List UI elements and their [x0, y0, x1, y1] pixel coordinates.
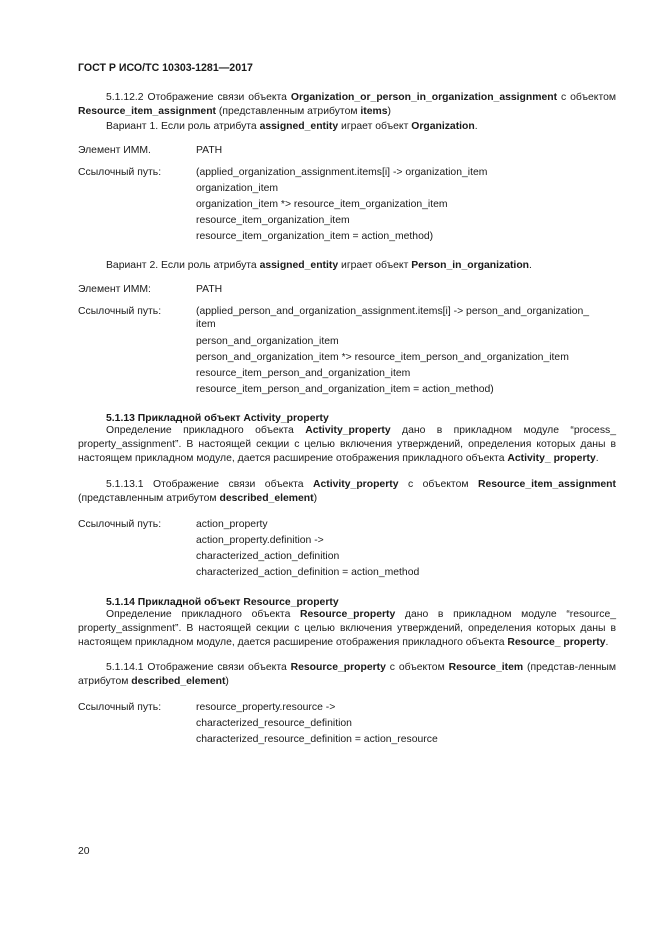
- page-number: 20: [78, 846, 90, 857]
- paragraph-5-1-13: Определение прикладного объекта Activity_property дано в прикладном модуле “process_ property_assignment”. В настоящей секции с целью включения утверждений, определения которых даны в настоящем прикладном модуле, дается расширение отображения прикладного объекта Activity_ property.: [78, 425, 617, 465]
- element-imm-value: PATH: [196, 145, 223, 156]
- path-line: action_property.definition ->: [196, 535, 324, 546]
- path-line: characterized_resource_definition = action_resource: [196, 734, 438, 745]
- path-line: action_property: [196, 519, 268, 530]
- ref-path-label: Ссылочный путь:: [78, 306, 162, 317]
- ref-path-label: Ссылочный путь:: [78, 167, 162, 178]
- path-line: resource_item_organization_item: [196, 215, 350, 226]
- path-line: (applied_person_and_organization_assignment.items[i] -> person_and_organization_: [196, 306, 590, 317]
- path-line: resource_property.resource ->: [196, 702, 336, 713]
- paragraph-5-1-14-1: 5.1.14.1 Отображение связи объекта Resource_property с объектом Resource_item (представ-ленным атрибутом described_element): [78, 662, 616, 688]
- ref-path-label: Ссылочный путь:: [78, 702, 162, 713]
- section-heading-5-1-13: 5.1.13 Прикладной объект Activity_property: [106, 413, 329, 424]
- paragraph-5-1-12-2: 5.1.12.2 Отображение связи объекта Organization_or_person_in_organization_assignment с объектом Resource_item_assignment (представленным атрибутом items): [78, 92, 617, 118]
- path-line: item: [196, 319, 216, 330]
- path-line: characterized_action_definition = action_method: [196, 567, 420, 578]
- element-imm-label: Элемент ИММ:: [78, 284, 151, 295]
- path-line: characterized_action_definition: [196, 551, 340, 562]
- element-imm-label: Элемент ИММ.: [78, 145, 151, 156]
- variant-2-text: Вариант 2. Если роль атрибута assigned_entity играет объект Person_in_organization.: [106, 260, 532, 271]
- path-line: resource_item_person_and_organization_item: [196, 368, 411, 379]
- paragraph-5-1-14: Определение прикладного объекта Resource_property дано в прикладном модуле “resource_ property_assignment”. В настоящей секции с целью включения утверждений, определения которых даны в настоящем прикладном модуле, дается расширение отображения прикладного объекта Resource_ property.: [78, 609, 617, 649]
- path-line: organization_item *> resource_item_organization_item: [196, 199, 448, 210]
- path-line: person_and_organization_item: [196, 336, 339, 347]
- section-heading-5-1-14: 5.1.14 Прикладной объект Resource_property: [106, 597, 339, 608]
- element-imm-value: PATH: [196, 284, 223, 295]
- variant-1-text: Вариант 1. Если роль атрибута assigned_entity играет объект Organization.: [106, 121, 478, 132]
- path-line: organization_item: [196, 183, 279, 194]
- path-line: characterized_resource_definition: [196, 718, 352, 729]
- ref-path-label: Ссылочный путь:: [78, 519, 162, 530]
- path-line: resource_item_organization_item = action_method): [196, 231, 434, 242]
- path-line: (applied_organization_assignment.items[i] -> organization_item: [196, 167, 488, 178]
- document-header: ГОСТ Р ИСО/ТС 10303-1281—2017: [78, 62, 253, 74]
- path-line: resource_item_person_and_organization_item = action_method): [196, 384, 494, 395]
- paragraph-5-1-13-1: 5.1.13.1 Отображение связи объекта Activity_property с объектом Resource_item_assignment (представленным атрибутом described_element): [78, 479, 616, 505]
- path-line: person_and_organization_item *> resource_item_person_and_organization_item: [196, 352, 569, 363]
